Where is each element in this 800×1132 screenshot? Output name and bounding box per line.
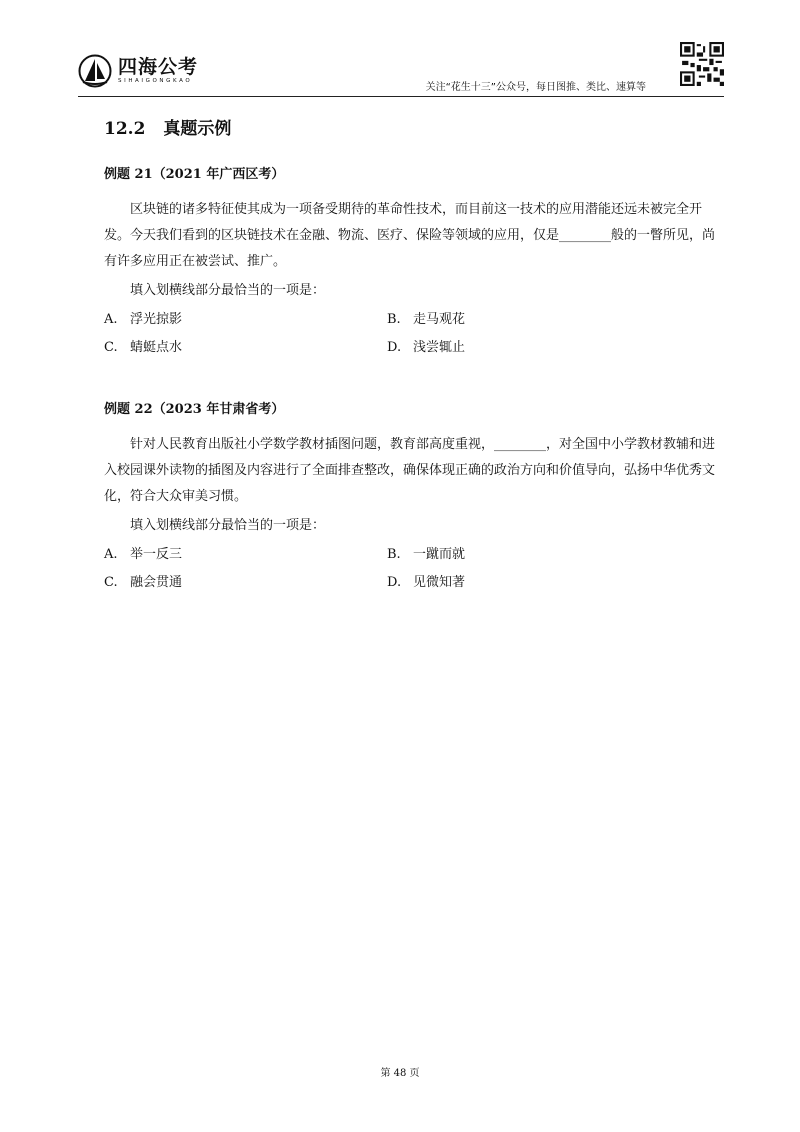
stem-text: ，对全国中小学教材教辅和进入校园课外读物的插图及内容进行了全面排查整改，确保体现正确的政治方向和价值导向，弘扬中华优秀文化，符合大众审美习惯。 bbox=[104, 437, 716, 504]
option-text: 走马观花 bbox=[413, 312, 466, 327]
section-title: 真题示例 bbox=[163, 119, 232, 139]
question-title: 例题 22（2023 年甘肃省考） bbox=[104, 402, 285, 417]
stem-text: 般的一瞥所见，尚有许多应用正在被尝试、推广。 bbox=[104, 228, 716, 269]
brand-name-pinyin: SIHAIGONGKAO bbox=[118, 78, 193, 84]
option-a bbox=[104, 545, 387, 565]
option-text: 一蹴而就 bbox=[413, 547, 466, 562]
page-header bbox=[78, 40, 724, 100]
option-letter: B. bbox=[387, 312, 401, 327]
option-letter: C. bbox=[104, 575, 118, 590]
option-text: 浮光掠影 bbox=[130, 312, 183, 327]
page-number: 第 48 页 bbox=[380, 1068, 420, 1079]
sailboat-logo-icon bbox=[78, 54, 112, 88]
option-b bbox=[387, 545, 667, 565]
option-d bbox=[387, 338, 667, 358]
option-letter: A. bbox=[104, 547, 118, 562]
question-prompt: 填入划横线部分最恰当的一项是： bbox=[130, 283, 326, 298]
stem-text: 针对人民教育出版社小学数学教材插图问题，教育部高度重视， bbox=[130, 437, 495, 452]
header-tagline: 关注“花生十三”公众号，每日图推、类比、速算等 bbox=[425, 82, 646, 93]
question-stem bbox=[104, 197, 724, 275]
option-letter: B. bbox=[387, 547, 401, 562]
option-a bbox=[104, 310, 387, 330]
option-list bbox=[104, 310, 724, 358]
question-block bbox=[104, 165, 724, 358]
question-block bbox=[104, 400, 724, 593]
question-prompt: 填入划横线部分最恰当的一项是： bbox=[130, 518, 326, 533]
header-divider bbox=[78, 96, 724, 97]
option-letter: D. bbox=[387, 575, 402, 590]
option-text: 举一反三 bbox=[130, 547, 183, 562]
section-heading bbox=[104, 114, 231, 139]
option-letter: C. bbox=[104, 340, 118, 355]
option-c bbox=[104, 573, 387, 593]
question-stem bbox=[104, 432, 724, 510]
option-c bbox=[104, 338, 387, 358]
brand-logo bbox=[78, 54, 198, 88]
option-text: 融会贯通 bbox=[130, 575, 183, 590]
brand-name: 四海公考 bbox=[118, 56, 199, 78]
option-letter: A. bbox=[104, 312, 118, 327]
answer-blank: ________ bbox=[559, 228, 612, 243]
qr-code-icon bbox=[680, 42, 724, 86]
answer-blank: ________ bbox=[494, 437, 547, 452]
option-b bbox=[387, 310, 667, 330]
option-text: 蜻蜓点水 bbox=[130, 340, 183, 355]
option-d bbox=[387, 573, 667, 593]
section-number: 12.2 bbox=[104, 119, 146, 139]
question-title: 例题 21（2021 年广西区考） bbox=[104, 167, 285, 182]
stem-text: 区块链的诸多特征使其成为一项备受期待的革命性技术，而目前这一技术的应用潜能还远未被完全开发。今天我们看到的区块链技术在金融、物流、医疗、保险等领域的应用，仅是 bbox=[104, 202, 703, 243]
option-text: 浅尝辄止 bbox=[413, 340, 466, 355]
option-text: 见微知著 bbox=[413, 575, 466, 590]
option-letter: D. bbox=[387, 340, 402, 355]
option-list bbox=[104, 545, 724, 593]
